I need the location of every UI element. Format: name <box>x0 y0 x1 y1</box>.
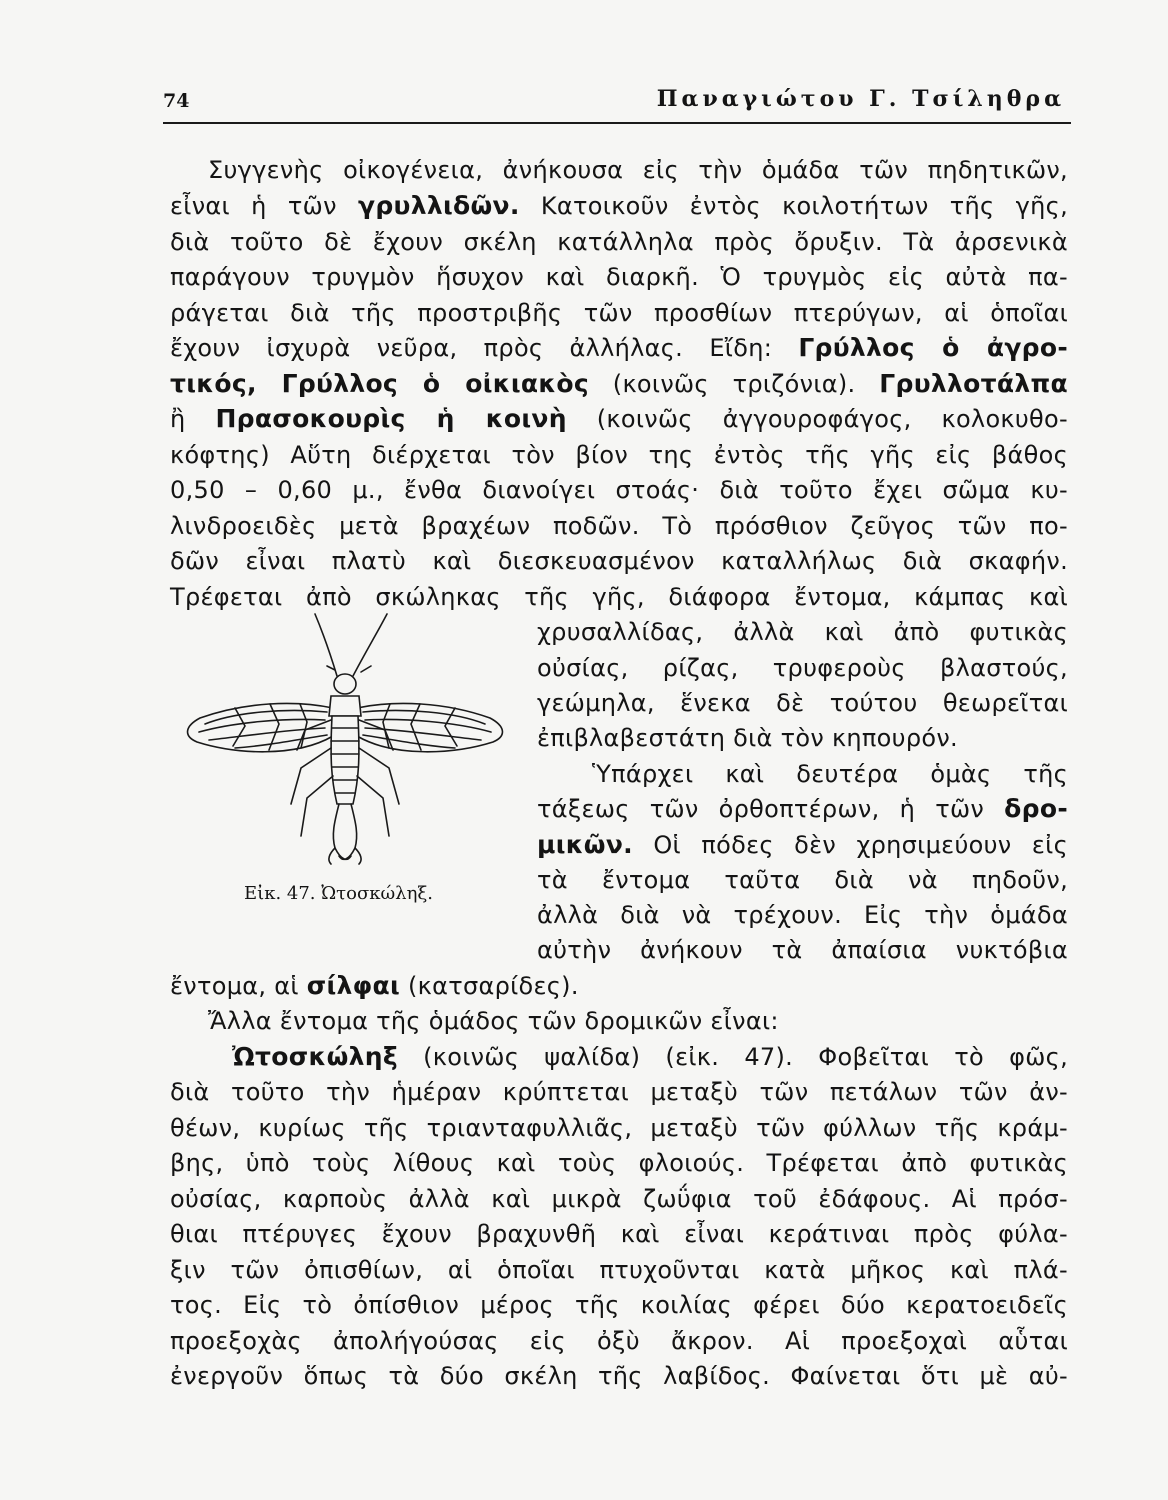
text-line: ἐπιβλαβεστάτη διὰ τὸν κηπουρόν. <box>537 724 958 752</box>
text-line: κόφτης) Αὕτη διέρχεται τὸν βίον της ἐντὸς τῆς γῆς εἰς βάθος <box>170 441 1068 469</box>
bold-term: γρυλλιδῶν. <box>358 191 520 220</box>
bold-term: Γρύλλος ὁ ἀγρο- <box>798 333 1068 362</box>
page-header <box>163 86 1071 126</box>
bold-term: δρο- <box>1004 794 1068 823</box>
text-line: ἔντομα, αἱ σίλφαι (κατσαρίδες). <box>170 971 579 1000</box>
figure-caption: Εἰκ. 47. Ὠτοσκώληξ. <box>244 883 433 904</box>
text-line: παράγουν τρυγμὸν ἥσυχον καὶ διαρκῆ. Ὁ τρυγμὸς εἰς αὐτὰ πα- <box>170 263 1068 291</box>
text-line: γεώμηλα, ἕνεκα δὲ τούτου θεωρεῖται <box>537 689 1068 717</box>
text-line: μικῶν. Οἱ πόδες δὲν χρησιμεύουν εἰς <box>537 830 1068 859</box>
text-line: διὰ τοῦτο δὲ ἔχουν σκέλη κατάλληλα πρὸς ὄρυξιν. Τὰ ἀρσενικὰ <box>170 228 1068 256</box>
text-line: τικός, Γρύλλος ὁ οἰκιακὸς (κοινῶς τριζόνια). Γρυλλοτάλπα <box>170 369 1068 398</box>
text-line: θιαι πτέρυγες ἔχουν βραχυνθῆ καὶ εἶναι κεράτιναι πρὸς φύλα- <box>170 1220 1068 1248</box>
text-line: ἐνεργοῦν ὅπως τὰ δύο σκέλη τῆς λαβίδος. Φαίνεται ὅτι μὲ αὐ- <box>170 1362 1068 1390</box>
text-line: ράγεται διὰ τῆς προστριβῆς τῶν προσθίων πτερύγων, αἱ ὁποῖαι <box>170 299 1068 327</box>
text-line: διὰ τοῦτο τὴν ἡμέραν κρύπτεται μεταξὺ τῶν πετάλων τῶν ἀν- <box>170 1078 1068 1106</box>
text-line: λινδροειδὲς μετὰ βραχέων ποδῶν. Τὸ πρόσθιον ζεῦγος τῶν πο- <box>170 512 1068 540</box>
text-line: ἔχουν ἰσχυρὰ νεῦρα, πρὸς ἀλλήλας. Εἴδη: Γρύλλος ὁ ἀγρο- <box>170 333 1068 362</box>
text-line: προεξοχὰς ἀπολήγούσας εἰς ὀξὺ ἄκρον. Αἱ προεξοχαὶ αὗται <box>170 1327 1068 1355</box>
bold-term: Γρυλλοτάλπα <box>879 369 1068 398</box>
text-line: οὐσίας, ρίζας, τρυφεροὺς βλαστούς, <box>537 654 1068 682</box>
text-line: Τρέφεται ἀπὸ σκώληκας τῆς γῆς, διάφορα ἔντομα, κάμπας καὶ <box>170 583 1068 611</box>
text-line: ξιν τῶν ὀπισθίων, αἱ ὁποῖαι πτυχοῦνται κατὰ μῆκος καὶ πλά- <box>170 1256 1068 1284</box>
text-line: 0,50 – 0,60 μ., ἔνθα διανοίγει στοάς· διὰ τοῦτο ἔχει σῶμα κυ- <box>170 476 1068 504</box>
bold-term: μικῶν. <box>537 830 633 859</box>
text-line: δῶν εἶναι πλατὺ καὶ διεσκευασμένον καταλλήλως διὰ σκαφήν. <box>170 547 1068 575</box>
bold-term: τικός, Γρύλλος ὁ οἰκιακὸς <box>170 369 590 398</box>
text-line: Συγγενὴς οἰκογένεια, ἀνήκουσα εἰς τὴν ὁμάδα τῶν πηδητικῶν, <box>208 156 1068 184</box>
text-line: ἢ Πρασοκουρὶς ἡ κοινὴ (κοινῶς ἀγγουροφάγος, κολοκυθο- <box>170 404 1068 433</box>
text-line: χρυσαλλίδας, ἀλλὰ καὶ ἀπὸ φυτικὰς <box>537 618 1068 646</box>
text-line: οὐσίας, καρποὺς ἀλλὰ καὶ μικρὰ ζωΰφια τοῦ ἐδάφους. Αἱ πρόσ- <box>170 1185 1068 1213</box>
text-line: Ἄλλα ἔντομα τῆς ὁμάδος τῶν δρομικῶν εἶναι: <box>208 1007 779 1035</box>
text-line: τάξεως τῶν ὀρθοπτέρων, ἡ τῶν δρο- <box>537 794 1068 823</box>
text-line: τὰ ἔντομα ταῦτα διὰ νὰ πηδοῦν, <box>537 866 1068 894</box>
text-line: Ὠτοσκώληξ (κοινῶς ψαλίδα) (εἰκ. 47). Φοβεῖται τὸ φῶς, <box>232 1042 1068 1071</box>
bold-term: Πρασοκουρὶς ἡ κοινὴ <box>215 404 567 433</box>
text-line: Ὑπάρχει καὶ δευτέρα ὁμὰς τῆς <box>592 760 1068 788</box>
text-line: εἶναι ἡ τῶν γρυλλιδῶν. Κατοικοῦν ἐντὸς κοιλοτήτων τῆς γῆς, <box>170 191 1068 220</box>
earwig-drawing <box>175 608 515 888</box>
text-line: βης, ὑπὸ τοὺς λίθους καὶ τοὺς φλοιούς. Τρέφεται ἀπὸ φυτικὰς <box>170 1149 1068 1177</box>
running-head: Παναγιώτου Γ. Τσίληθρα <box>656 86 1065 112</box>
page-number: 74 <box>163 90 190 112</box>
text-line: θέων, κυρίως τῆς τριανταφυλλιᾶς, μεταξὺ τῶν φύλλων τῆς κράμ- <box>170 1114 1068 1142</box>
bold-term: σίλφαι <box>306 971 401 1000</box>
bold-term: Ὠτοσκώληξ <box>232 1042 398 1071</box>
text-line: τος. Εἰς τὸ ὀπίσθιον μέρος τῆς κοιλίας φέρει δύο κερατοειδεῖς <box>170 1291 1068 1319</box>
header-rule <box>163 122 1071 124</box>
text-line: ἀλλὰ διὰ νὰ τρέχουν. Εἰς τὴν ὁμάδα <box>537 901 1068 929</box>
text-line: αὐτὴν ἀνήκουν τὰ ἀπαίσια νυκτόβια <box>537 936 1068 964</box>
